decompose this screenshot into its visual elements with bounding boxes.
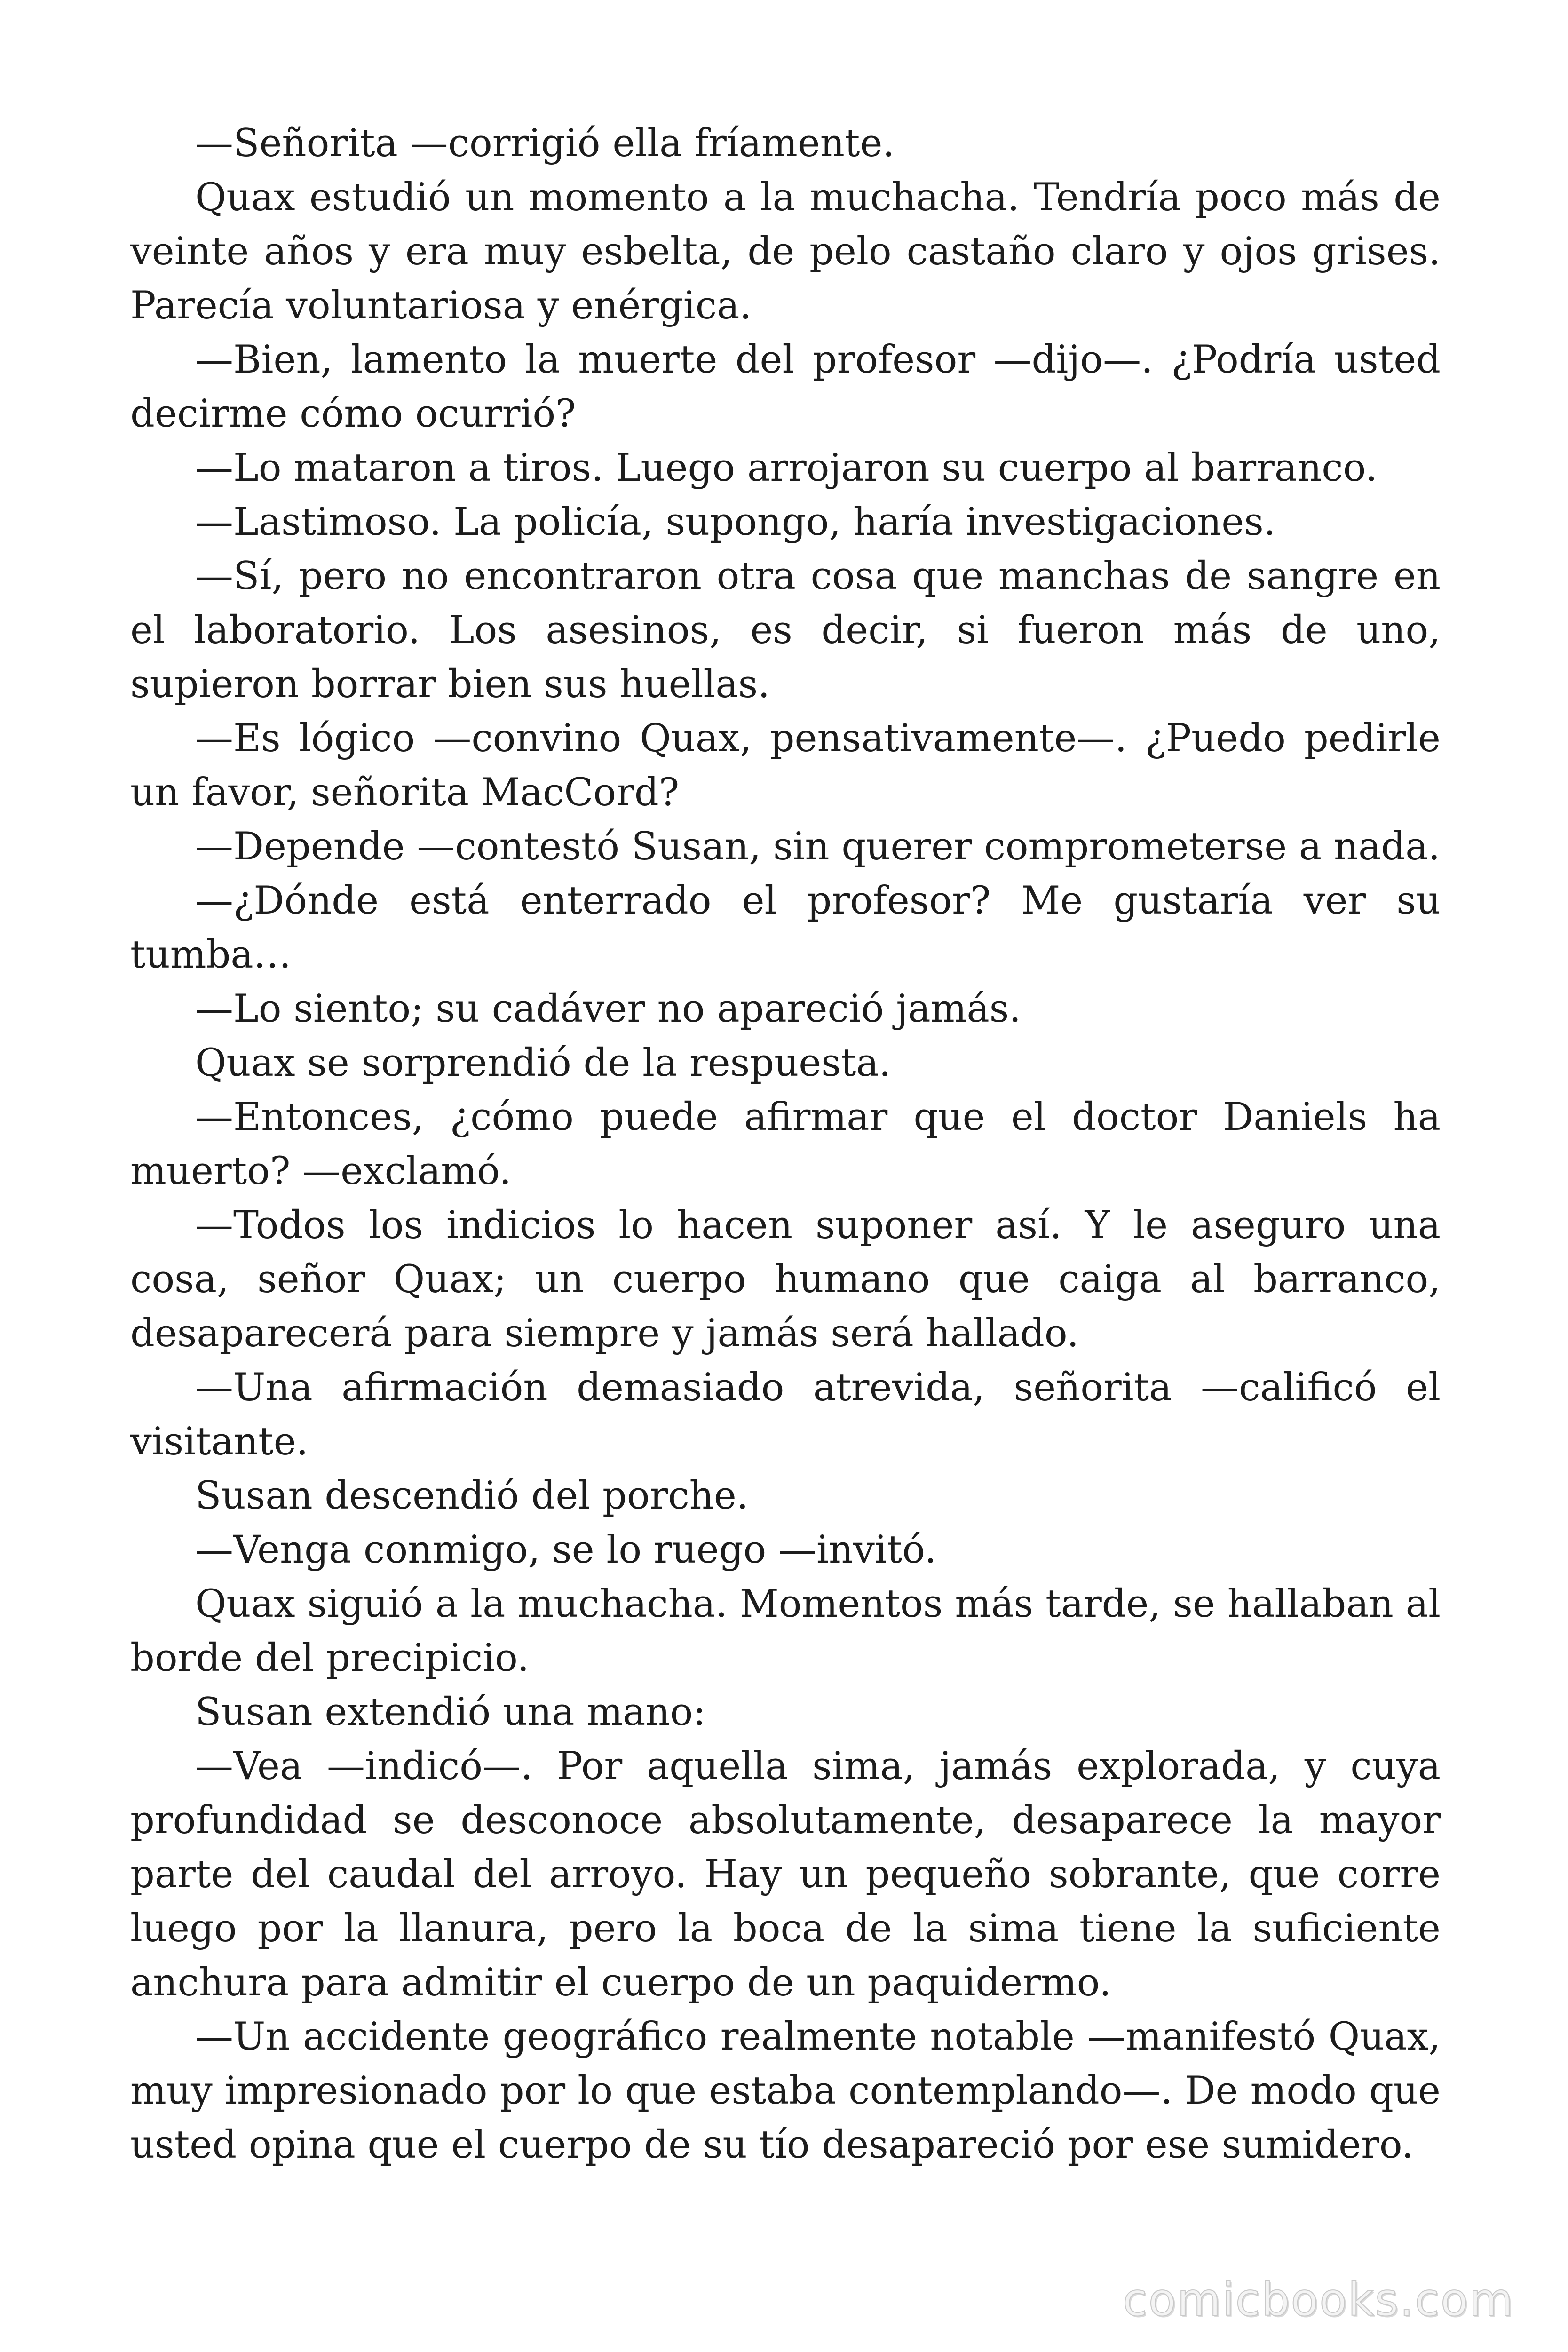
paragraph: Quax siguió a la muchacha. Momentos más tarde, se hallaban al borde del precipicio. [130,1582,1441,1680]
paragraph: —Todos los indicios lo hacen suponer así. Y le aseguro una cosa, señor Quax; un cuerpo humano que caiga al barranco, desaparecerá para siempre y jamás será hallado. [130,1203,1441,1356]
paragraph: Susan descendió del porche. [195,1474,749,1518]
paragraph: —Depende —contestó Susan, sin querer comprometerse a nada. [195,825,1441,869]
paragraph: —Vea —indicó—. Por aquella sima, jamás explorada, y cuya profundidad se desconoce absolutamente, desaparece la mayor parte del caudal del arroyo. Hay un pequeño sobrante, que corre luego por la llanura, pero la boca de la sima tiene la suficiente anchura para admitir el cuerpo de un paquidermo. [130,1744,1441,2005]
paragraph: Quax se sorprendió de la respuesta. [195,1041,891,1085]
paragraph: —Lastimoso. La policía, supongo, haría investigaciones. [195,500,1276,544]
page-body-text [130,117,1441,2172]
paragraph: —¿Dónde está enterrado el profesor? Me gustaría ver su tumba… [130,879,1441,977]
paragraph: —Un accidente geográfico realmente notable —manifestó Quax, muy impresionado por lo que estaba contemplando—. De modo que usted opina que el cuerpo de su tío desapareció por ese sumidero. [130,2015,1441,2167]
paragraph: —Lo siento; su cadáver no apareció jamás. [195,987,1022,1031]
watermark-logo: comicbooks.com [1122,2273,1514,2326]
paragraph: Susan extendió una mano: [195,1690,706,1734]
paragraph: —Bien, lamento la muerte del profesor —dijo—. ¿Podría usted decirme cómo ocurrió? [130,338,1441,436]
paragraph: —Una afirmación demasiado atrevida, señorita —calificó el visitante. [130,1366,1441,1464]
paragraph: —Entonces, ¿cómo puede afirmar que el doctor Daniels ha muerto? —exclamó. [130,1095,1441,1193]
paragraph: —Es lógico —convino Quax, pensativamente—. ¿Puedo pedirle un favor, señorita MacCord? [130,716,1441,815]
paragraph: Quax estudió un momento a la muchacha. Tendría poco más de veinte años y era muy esbelta, de pelo castaño claro y ojos grises. Parecía voluntariosa y enérgica. [130,175,1441,328]
paragraph: —Señorita —corrigió ella fríamente. [195,121,895,166]
paragraph: —Lo mataron a tiros. Luego arrojaron su cuerpo al barranco. [195,446,1378,490]
paragraph: —Sí, pero no encontraron otra cosa que manchas de sangre en el laboratorio. Los asesinos, es decir, si fueron más de uno, supieron borrar bien sus huellas. [130,554,1441,707]
paragraph: —Venga conmigo, se lo ruego —invitó. [195,1528,937,1572]
